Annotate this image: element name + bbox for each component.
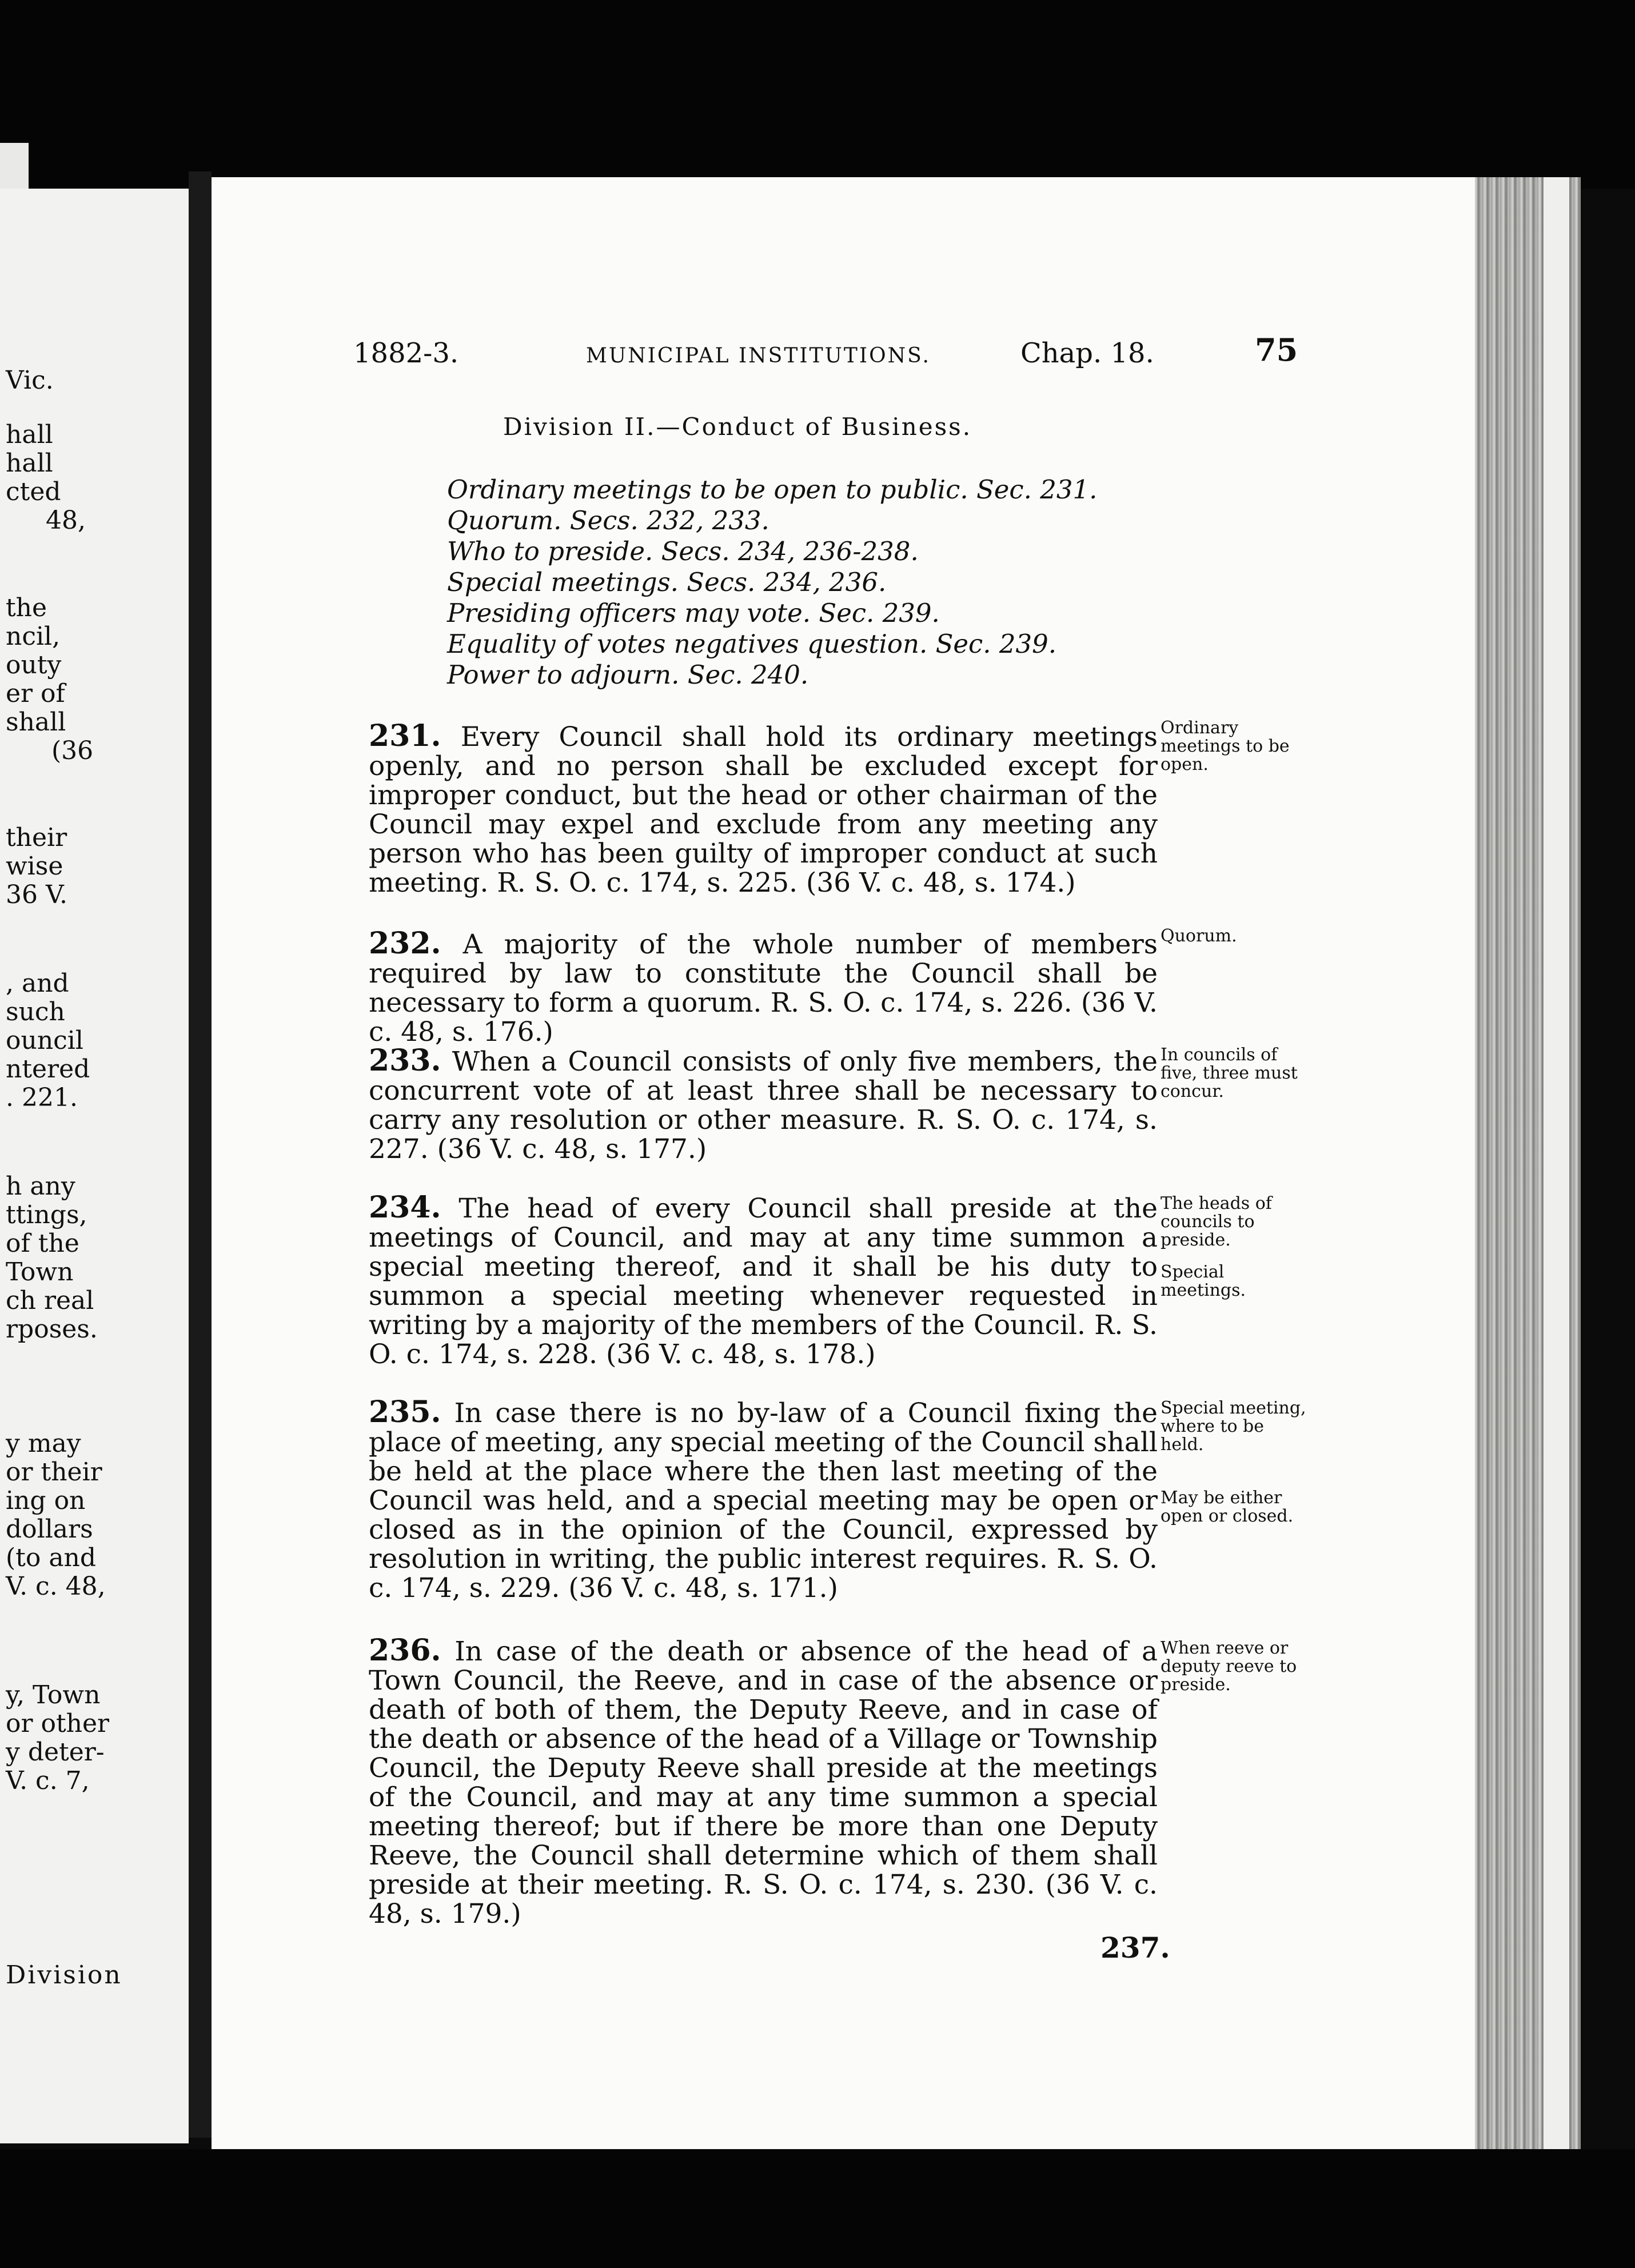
margin-note: May be either open or closed. <box>1161 1488 1294 1526</box>
section-text: In case there is no by-law of a Council fixing the place of meeting, any special meeting of the Council shall be held at the place where the then last meeting of the Council was held, and a special meeting may be open or closed as in the opinion of the Council, expressed by resolution in writing, the public interest requires. R. S. O. c. 174, s. 229. (36 V. c. 48, s. 171.) <box>369 1397 1158 1604</box>
left-fragment: of the <box>6 1229 79 1258</box>
margin-note: Ordinary meetings to be open. <box>1161 718 1290 774</box>
scan-background-bottom <box>0 2149 1635 2268</box>
section-number: 236. <box>369 1633 441 1668</box>
division-contents <box>447 474 1133 690</box>
header-year: 1882-3. <box>353 337 459 369</box>
section-text: The head of every Council shall preside at the meetings of Council, and may at any time summon a special meeting thereof, and it shall be his duty to summon a special meeting whenever requested in writing by a majority of the members of the Council. R. S. O. c. 174, s. 228. (36 V. c. 48, s. 178.) <box>369 1193 1158 1370</box>
left-fragment: 36 V. <box>6 880 68 909</box>
chapter-label: Chap. 18. <box>1020 337 1154 369</box>
left-fragment: 48, <box>46 506 86 535</box>
division-heading: Division II.—Conduct of Business. <box>503 413 972 441</box>
left-page <box>0 189 189 2143</box>
left-fragment: outy <box>6 650 62 680</box>
catchword: 237. <box>1100 1931 1170 1964</box>
left-fragment: dollars <box>6 1515 93 1544</box>
left-fragment: V. c. 48, <box>6 1572 106 1601</box>
section-235 <box>369 1397 1158 1603</box>
left-fragment: y, Town <box>6 1680 101 1710</box>
section-231 <box>369 718 1158 899</box>
margin-note: In councils of five, three must concur. <box>1161 1045 1298 1101</box>
contents-entry: Ordinary meetings to be open to public. Sec. 231. <box>447 474 1098 505</box>
left-fragment: rposes. <box>6 1315 98 1344</box>
left-fragment: ch real <box>6 1286 94 1315</box>
left-fragment: ncil, <box>6 622 61 651</box>
contents-entry: Quorum. Secs. 232, 233. <box>447 505 769 536</box>
page-edge-right <box>1544 177 1569 2155</box>
left-fragment: (36 <box>51 736 94 765</box>
section-text: In case of the death or absence of the head of a Town Council, the Reeve, and in case of the absence or death of both of them, the Deputy Reeve, and in case of the death or absence of the head of a Village or Township Council, the Deputy Reeve shall preside at the meetings of the Council, and may at any time summon a special meeting thereof; but if there be more than one Deputy Reeve, the Council shall determine which of them shall preside at their meeting. R. S. O. c. 174, s. 230. (36 V. c. 48, s. 179.) <box>369 1636 1158 1930</box>
left-fragment: V. c. 7, <box>6 1766 90 1795</box>
running-title: MUNICIPAL INSTITUTIONS. <box>586 344 931 368</box>
left-fragment: , and <box>6 969 69 998</box>
section-number: 234. <box>369 1190 441 1225</box>
left-fragment: (to and <box>6 1543 97 1572</box>
left-fragment: ing on <box>6 1486 86 1515</box>
contents-entry: Equality of votes negatives question. Sec. 239. <box>447 629 1057 659</box>
contents-entry: Special meetings. Secs. 234, 236. <box>447 567 887 597</box>
left-fragment: Division <box>6 1960 122 1990</box>
left-fragment: Vic. <box>6 366 54 395</box>
left-fragment: or their <box>6 1458 102 1487</box>
section-number: 235. <box>369 1395 441 1430</box>
book-gutter <box>189 171 212 2138</box>
section-233 <box>369 1043 1158 1165</box>
left-fragment: h any <box>6 1172 75 1201</box>
section-234 <box>369 1190 1158 1370</box>
page-number: 75 <box>1255 332 1298 368</box>
left-fragment: the <box>6 593 47 622</box>
section-number: 233. <box>369 1043 441 1078</box>
section-number: 232. <box>369 926 441 961</box>
margin-note: The heads of councils to preside. <box>1161 1193 1272 1250</box>
section-text: When a Council consists of only five members, the concurrent vote of at least three shall be necessary to carry any resolution or other measure. R. S. O. c. 174, s. 227. (36 V. c. 48, s. 177.) <box>369 1046 1158 1165</box>
left-fragment: such <box>6 997 65 1027</box>
section-text: A majority of the whole number of members required by law to constitute the Council shall be necessary to form a quorum. R. S. O. c. 174, s. 226. (36 V. c. 48, s. 176.) <box>369 929 1158 1048</box>
left-fragment: cted <box>6 477 61 506</box>
left-fragment: ntered <box>6 1055 90 1084</box>
contents-entry: Power to adjourn. Sec. 240. <box>447 660 809 690</box>
section-232 <box>369 926 1158 1048</box>
left-fragment: Town <box>6 1257 74 1287</box>
left-fragment: . 221. <box>6 1083 78 1112</box>
margin-note: When reeve or deputy reeve to preside. <box>1161 1638 1297 1695</box>
left-fragment: hall <box>6 449 53 478</box>
left-fragment: their <box>6 823 67 852</box>
left-fragment: ouncil <box>6 1026 83 1055</box>
left-fragment: shall <box>6 708 66 737</box>
left-fragment: y deter- <box>6 1738 105 1767</box>
margin-note: Quorum. <box>1161 926 1237 946</box>
section-236 <box>369 1633 1158 1930</box>
scan-background-top <box>0 0 1635 189</box>
contents-entry: Who to preside. Secs. 234, 236-238. <box>447 536 919 566</box>
margin-note: Special meeting, where to be held. <box>1161 1398 1306 1455</box>
margin-note: Special meetings. <box>1161 1262 1246 1300</box>
contents-entry: Presiding officers may vote. Sec. 239. <box>447 598 940 628</box>
section-text: Every Council shall hold its ordinary meetings openly, and no person shall be excluded except for improper conduct, but the head or other chairman of the Council may expel and exclude from any meeting any person who has been guilty of improper conduct at such meeting. R. S. O. c. 174, s. 225. (36 V. c. 48, s. 174.) <box>369 721 1158 899</box>
left-fragment: er of <box>6 679 65 708</box>
left-fragment: hall <box>6 420 53 449</box>
section-number: 231. <box>369 718 441 753</box>
left-fragment: ttings, <box>6 1200 87 1229</box>
left-fragment: or other <box>6 1709 110 1738</box>
left-fragment: wise <box>6 852 63 881</box>
left-fragment: y may <box>6 1429 81 1458</box>
